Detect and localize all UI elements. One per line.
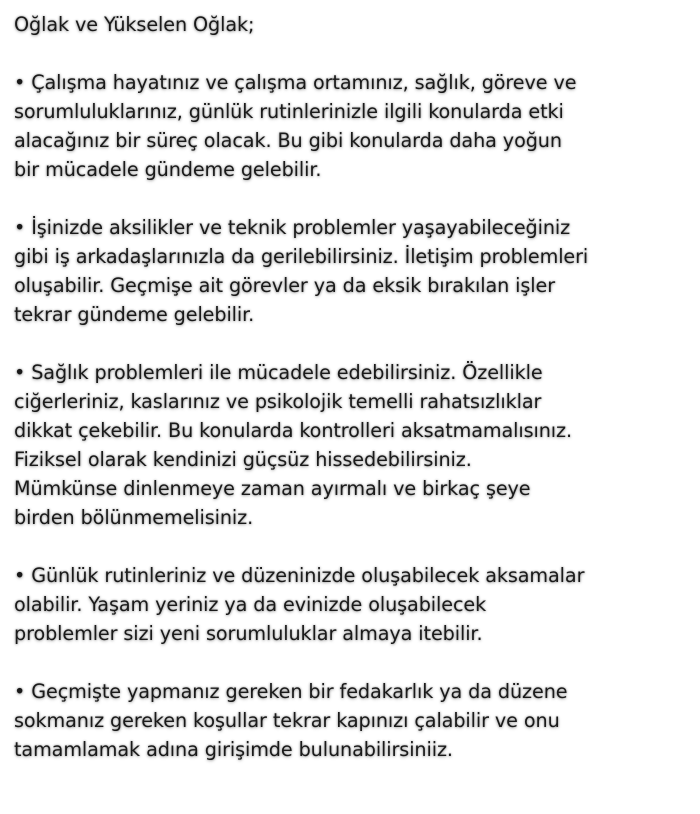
page-title: Oğlak ve Yükselen Oğlak;: [14, 13, 255, 36]
text-line: olabilir. Yaşam yeriniz ya da evinizde oluşabilecek: [14, 593, 487, 616]
text-line: problemler sizi yeni sorumluluklar almaya itebilir.: [14, 622, 483, 645]
text-line: • Sağlık problemleri ile mücadele edebilirsiniz. Özellikle: [14, 361, 543, 384]
text-line: • İşinizde aksilikler ve teknik problemler yaşayabileceğiniz: [14, 216, 571, 239]
paragraph-work: [14, 68, 694, 184]
text-line: Mümkünse dinlenmeye zaman ayırmalı ve birkaç şeye: [14, 477, 531, 500]
text-line: Fiziksel olarak kendinizi güçsüz hissedebilirsiniz.: [14, 448, 472, 471]
paragraph-problems: [14, 213, 694, 329]
text-line: sorumluluklarınız, günlük rutinlerinizle ilgili konularda etki: [14, 100, 564, 123]
text-line: sokmanız gereken koşullar tekrar kapınızı çalabilir ve onu: [14, 709, 560, 732]
text-line: gibi iş arkadaşlarınızla da gerilebilirsiniz. İletişim problemleri: [14, 245, 589, 268]
text-line: bir mücadele gündeme gelebilir.: [14, 158, 322, 181]
horoscope-text: [14, 10, 694, 764]
text-line: tekrar gündeme gelebilir.: [14, 303, 255, 326]
paragraph-routines: [14, 561, 694, 648]
text-line: • Çalışma hayatınız ve çalışma ortamınız, sağlık, göreve ve: [14, 71, 577, 94]
paragraph-health: [14, 358, 694, 532]
text-line: oluşabilir. Geçmişe ait görevler ya da eksik bırakılan işler: [14, 274, 556, 297]
text-line: • Günlük rutinleriniz ve düzeninizde oluşabilecek aksamalar: [14, 564, 585, 587]
text-line: • Geçmişte yapmanız gereken bir fedakarlık ya da düzene: [14, 680, 568, 703]
text-line: birden bölünmemelisiniz.: [14, 506, 254, 529]
text-line: tamamlamak adına girişimde bulunabilirsiniiz.: [14, 738, 453, 761]
text-line: alacağınız bir süreç olacak. Bu gibi konularda daha yoğun: [14, 129, 562, 152]
text-line: ciğerleriniz, kaslarınız ve psikolojik temelli rahatsızlıklar: [14, 390, 542, 413]
text-line: dikkat çekebilir. Bu konularda kontrolleri aksatmamalısınız.: [14, 419, 572, 442]
paragraph-past: [14, 677, 694, 764]
